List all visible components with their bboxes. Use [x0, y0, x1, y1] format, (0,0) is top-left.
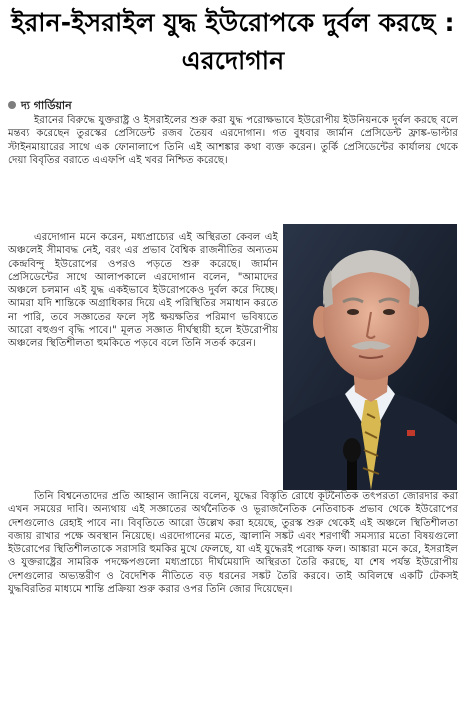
bullet-icon [8, 101, 16, 109]
portrait-illustration [283, 224, 457, 490]
portrait-photo [283, 224, 457, 490]
article-paragraph: এরদোগান মনে করেন, মধ্যপ্রাচ্যের এই অস্থিরতা কেবল এই অঞ্চলেই সীমাবদ্ধ নেই, বরং এর প্রভাব বৈশ্বিক রাজনীতির অন্যতম কেন্দ্রবিন্দু ইউরোপের ওপরও পড়তে শুরু করেছে। জার্মান প্রেসিডেন্টের সাথে আলাপকালে এরদোগান বলেন, "আমাদের অঞ্চলে চলমান এই যুদ্ধ একইভাবে ইউরোপকেও দুর্বল করে দিচ্ছে। আমরা যদি শান্তিকে অগ্রাধিকার দিয়ে এই পরিস্থিতির সমাধান করতে না পারি, তবে সজ্ঞাতের ফলে সৃষ্ট ক্ষয়ক্ষতির পরিমাণ ভবিষ্যতে আরো বহুগুণ বৃদ্ধি পাবে।" মূলত সজ্ঞাত দীর্ঘস্থায়ী হলে ইউরোপীয় অঞ্চলের স্থিতিশীলতা হুমকিতে পড়বে বলে তিনি সতর্ক করেন। [8, 232, 278, 350]
headline: ইরান-ইসরাইল যুদ্ধ ইউরোপকে দুর্বল করছে : এরদোগান [11, 8, 455, 75]
article-paragraph: ইরানের বিরুদ্ধে যুক্তরাষ্ট্র ও ইসরাইলের শুরু করা যুদ্ধ পরোক্ষভাবে ইউরোপীয় ইউনিয়নকে দুর্বল করছে বলে মন্তব্য করেছেন তুরস্কের প্রেসিডেন্ট রজব তৈয়ব এরদোগান। গত বুধবার জার্মান প্রেসিডেন্ট ফ্রাঙ্ক-ভাল্টার স্টাইনমায়ারের সাথে এক ফোনালাপে তিনি এই আশঙ্কার কথা ব্যক্ত করেন। তুর্কি প্রেসিডেন্টের কার্যালয় থেকে দেয়া বিবৃতির বরাতে এএফপি এই খবর নিশ্চিত করেছে। [8, 115, 458, 166]
article-paragraph: তিনি বিশ্বনেতাদের প্রতি আহ্বান জানিয়ে বলেন, যুদ্ধের বিস্তৃতি রোধে কূটনৈতিক তৎপরতা জোরদার করা এখন সময়ের দাবি। অন্যথায় এই সজ্ঞাতের অর্থনৈতিক ও ভূরাজনৈতিক নেতিবাচক প্রভাব থেকে ইউরোপের দেশগুলোও রেহাই পাবে না। বিবৃতিতে আরো উল্লেখ করা হয়েছে, তুরস্ক শুরু থেকেই এই অঞ্চলে স্থিতিশীলতা বজায় রাখার পক্ষে অবস্থান নিয়েছে। এরদোগানের মতে, জ্বালানি সঙ্কট এবং শরণার্থী সমস্যার মতো বিষয়গুলো ইউরোপের স্থিতিশীলতাকে সরাসরি হুমকির মুখে ফেলছে, যা এই যুদ্ধেরই পরোক্ষ ফল। আঙ্কারা মনে করে, ইসরাইল ও যুক্তরাষ্ট্রের সামরিক পদক্ষেপগুলো মধ্যপ্রাচ্যে দীর্ঘমেয়াদি অস্থিরতা তৈরি করছে, যা শেষ পর্যন্ত ইউরোপীয় দেশগুলোর অভ্যন্তরীণ ও বৈদেশিক নীতিতে বড় ধরনের সঙ্কট তৈরি করবে। তাই অবিলম্বে একটি টেকসই যুদ্ধবিরতির মাধ্যমে শান্তি প্রক্রিয়া শুরু করার ওপর তিনি জোর দিয়েছেন। [8, 491, 458, 596]
source-name: দ্য গার্ডিয়ান [21, 99, 72, 112]
